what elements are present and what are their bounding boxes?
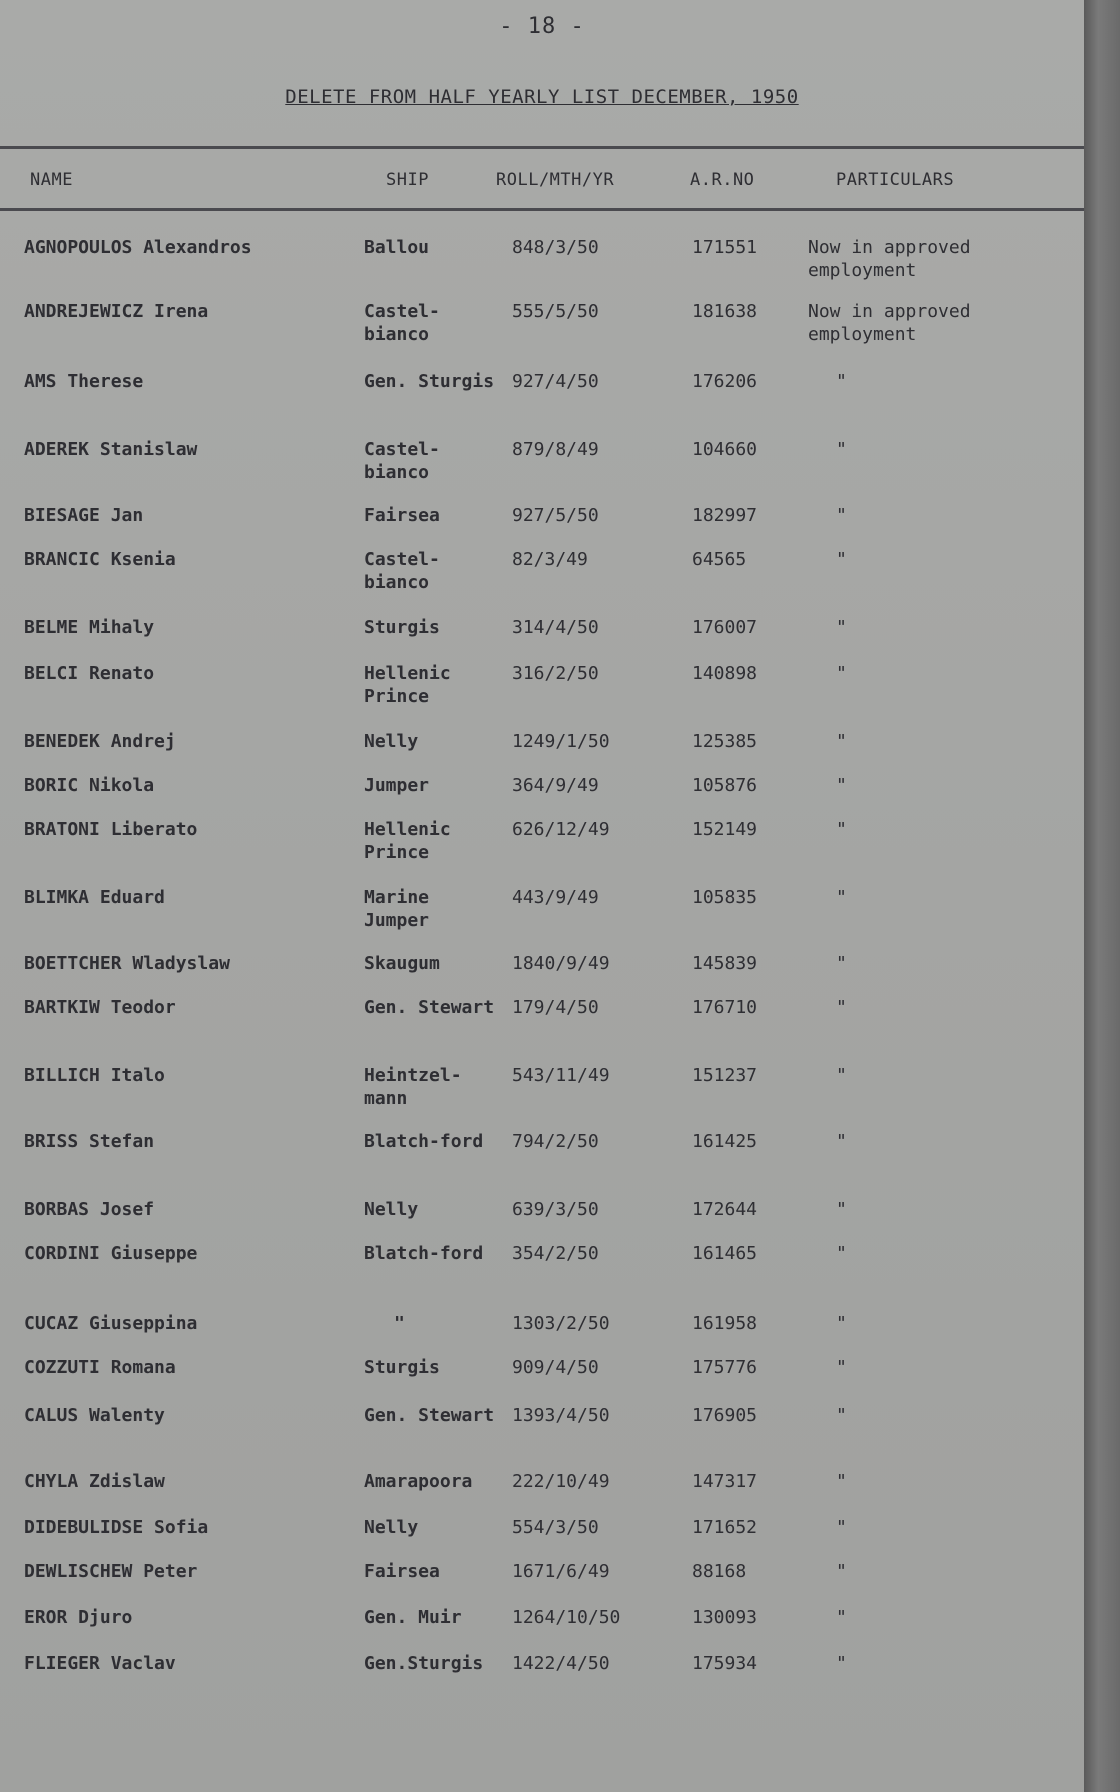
row-name: DIDEBULIDSE Sofia (24, 1517, 209, 1538)
row-name: BENEDEK Andrej (24, 731, 176, 752)
row-name: BRATONI Liberato (24, 819, 198, 840)
column-header-ship: SHIP (386, 170, 429, 190)
row-roll: 848/3/50 (512, 237, 599, 258)
row-roll: 1264/10/50 (512, 1607, 621, 1628)
row-particulars: " (836, 663, 847, 684)
row-ar-no: 140898 (692, 663, 758, 684)
row-ar-no: 176710 (692, 997, 758, 1018)
row-name: BRANCIC Ksenia (24, 549, 176, 570)
row-ar-no: 176905 (692, 1405, 758, 1426)
row-ship: Hellenic Prince (364, 819, 451, 863)
row-ship: Nelly (364, 1517, 419, 1538)
row-particulars: " (836, 953, 847, 974)
row-ar-no: 104660 (692, 439, 758, 460)
row-roll: 1249/1/50 (512, 731, 610, 752)
row-name: CORDINI Giuseppe (24, 1243, 198, 1264)
row-ar-no: 105876 (692, 775, 758, 796)
row-particulars: " (836, 731, 847, 752)
row-roll: 927/5/50 (512, 505, 599, 526)
row-ar-no: 152149 (692, 819, 758, 840)
row-ar-no: 182997 (692, 505, 758, 526)
row-ship: Skaugum (364, 953, 440, 974)
row-ship: Castel-bianco (364, 439, 440, 483)
row-roll: 927/4/50 (512, 371, 599, 392)
row-ship: Fairsea (364, 505, 440, 526)
row-ar-no: 176007 (692, 617, 758, 638)
row-name: CALUS Walenty (24, 1405, 165, 1426)
row-roll: 443/9/49 (512, 887, 599, 908)
row-ship: Blatch-ford (364, 1243, 484, 1264)
row-name: BARTKIW Teodor (24, 997, 176, 1018)
row-roll: 879/8/49 (512, 439, 599, 460)
row-name: CHYLA Zdislaw (24, 1471, 165, 1492)
row-ship: Gen.Sturgis (364, 1653, 484, 1674)
row-particulars: " (836, 505, 847, 526)
row-ship: Gen. Muir (364, 1607, 462, 1628)
header-top-rule (0, 146, 1084, 149)
row-ar-no: 151237 (692, 1065, 758, 1086)
row-ar-no: 147317 (692, 1471, 758, 1492)
row-particulars: " (836, 1357, 847, 1378)
row-ar-no: 88168 (692, 1561, 747, 1582)
row-name: BELCI Renato (24, 663, 155, 684)
row-name: ANDREJEWICZ Irena (24, 301, 209, 322)
row-name: BLIMKA Eduard (24, 887, 165, 908)
row-roll: 1393/4/50 (512, 1405, 610, 1426)
column-header-name: NAME (30, 170, 73, 190)
row-roll: 82/3/49 (512, 549, 588, 570)
row-ship: Gen. Stewart (364, 1405, 495, 1426)
row-ar-no: 172644 (692, 1199, 758, 1220)
row-ar-no: 64565 (692, 549, 747, 570)
row-ship: Fairsea (364, 1561, 440, 1582)
row-roll: 543/11/49 (512, 1065, 610, 1086)
row-roll: 639/3/50 (512, 1199, 599, 1220)
row-particulars: " (836, 1653, 847, 1674)
row-roll: 314/4/50 (512, 617, 599, 638)
row-particulars: " (836, 1243, 847, 1264)
row-particulars: Now in approved employment (808, 301, 971, 345)
row-ar-no: 125385 (692, 731, 758, 752)
row-ar-no: 171551 (692, 237, 758, 258)
row-ar-no: 105835 (692, 887, 758, 908)
row-roll: 222/10/49 (512, 1471, 610, 1492)
row-particulars: " (836, 1607, 847, 1628)
row-ship: Castel-bianco (364, 549, 440, 593)
row-particulars: Now in approved employment (808, 237, 971, 281)
row-ar-no: 175934 (692, 1653, 758, 1674)
row-ship: Sturgis (364, 617, 440, 638)
row-name: DEWLISCHEW Peter (24, 1561, 198, 1582)
row-roll: 179/4/50 (512, 997, 599, 1018)
row-ar-no: 145839 (692, 953, 758, 974)
document-heading: DELETE FROM HALF YEARLY LIST DECEMBER, 1950 (285, 86, 799, 108)
row-name: FLIEGER Vaclav (24, 1653, 176, 1674)
row-roll: 364/9/49 (512, 775, 599, 796)
row-particulars: " (836, 1199, 847, 1220)
row-particulars: " (836, 1065, 847, 1086)
row-name: BOETTCHER Wladyslaw (24, 953, 230, 974)
row-particulars: " (836, 887, 847, 908)
column-header-particulars: PARTICULARS (836, 170, 955, 190)
row-ship: Blatch-ford (364, 1131, 484, 1152)
page-number: - 18 - (499, 14, 585, 39)
row-ar-no: 161958 (692, 1313, 758, 1334)
row-particulars: " (836, 1517, 847, 1538)
row-ar-no: 171652 (692, 1517, 758, 1538)
row-name: CUCAZ Giuseppina (24, 1313, 198, 1334)
row-name: COZZUTI Romana (24, 1357, 176, 1378)
row-name: EROR Djuro (24, 1607, 133, 1628)
header-bottom-rule (0, 208, 1084, 211)
row-roll: 316/2/50 (512, 663, 599, 684)
row-ar-no: 176206 (692, 371, 758, 392)
row-ship: Gen. Sturgis (364, 371, 495, 392)
row-roll: 794/2/50 (512, 1131, 599, 1152)
row-particulars: " (836, 549, 847, 570)
row-name: BIESAGE Jan (24, 505, 144, 526)
row-roll: 1303/2/50 (512, 1313, 610, 1334)
row-ship: Nelly (364, 1199, 419, 1220)
row-ar-no: 175776 (692, 1357, 758, 1378)
row-particulars: " (836, 1405, 847, 1426)
row-particulars: " (836, 997, 847, 1018)
row-roll: 1422/4/50 (512, 1653, 610, 1674)
row-particulars: " (836, 371, 847, 392)
row-ship: Gen. Stewart (364, 997, 495, 1018)
row-particulars: " (836, 1313, 847, 1334)
row-name: BORIC Nikola (24, 775, 155, 796)
row-particulars: " (836, 617, 847, 638)
row-roll: 1671/6/49 (512, 1561, 610, 1582)
row-ship: Amarapoora (364, 1471, 473, 1492)
row-roll: 555/5/50 (512, 301, 599, 322)
row-name: BRISS Stefan (24, 1131, 155, 1152)
row-name: BORBAS Josef (24, 1199, 155, 1220)
row-ar-no: 161425 (692, 1131, 758, 1152)
row-particulars: " (836, 439, 847, 460)
row-ar-no: 161465 (692, 1243, 758, 1264)
row-particulars: " (836, 819, 847, 840)
row-roll: 554/3/50 (512, 1517, 599, 1538)
row-roll: 354/2/50 (512, 1243, 599, 1264)
column-header-ar-no: A.R.NO (690, 170, 755, 190)
row-ship: " (394, 1313, 405, 1334)
row-name: AMS Therese (24, 371, 144, 392)
row-name: BELME Mihaly (24, 617, 155, 638)
row-name: AGNOPOULOS Alexandros (24, 237, 252, 258)
row-ar-no: 130093 (692, 1607, 758, 1628)
row-ship: Jumper (364, 775, 430, 796)
row-ar-no: 181638 (692, 301, 758, 322)
column-header-roll: ROLL/MTH/YR (496, 170, 615, 190)
row-particulars: " (836, 1561, 847, 1582)
row-roll: 1840/9/49 (512, 953, 610, 974)
row-particulars: " (836, 1131, 847, 1152)
row-ship: Ballou (364, 237, 430, 258)
row-ship: Castel-bianco (364, 301, 440, 345)
row-name: ADEREK Stanislaw (24, 439, 198, 460)
row-particulars: " (836, 1471, 847, 1492)
row-ship: Nelly (364, 731, 419, 752)
row-ship: Sturgis (364, 1357, 440, 1378)
row-roll: 909/4/50 (512, 1357, 599, 1378)
row-ship: Hellenic Prince (364, 663, 451, 707)
scan-edge (1084, 0, 1120, 1792)
row-ship: Marine Jumper (364, 887, 430, 931)
row-roll: 626/12/49 (512, 819, 610, 840)
row-ship: Heintzel-mann (364, 1065, 462, 1109)
row-name: BILLICH Italo (24, 1065, 165, 1086)
row-particulars: " (836, 775, 847, 796)
